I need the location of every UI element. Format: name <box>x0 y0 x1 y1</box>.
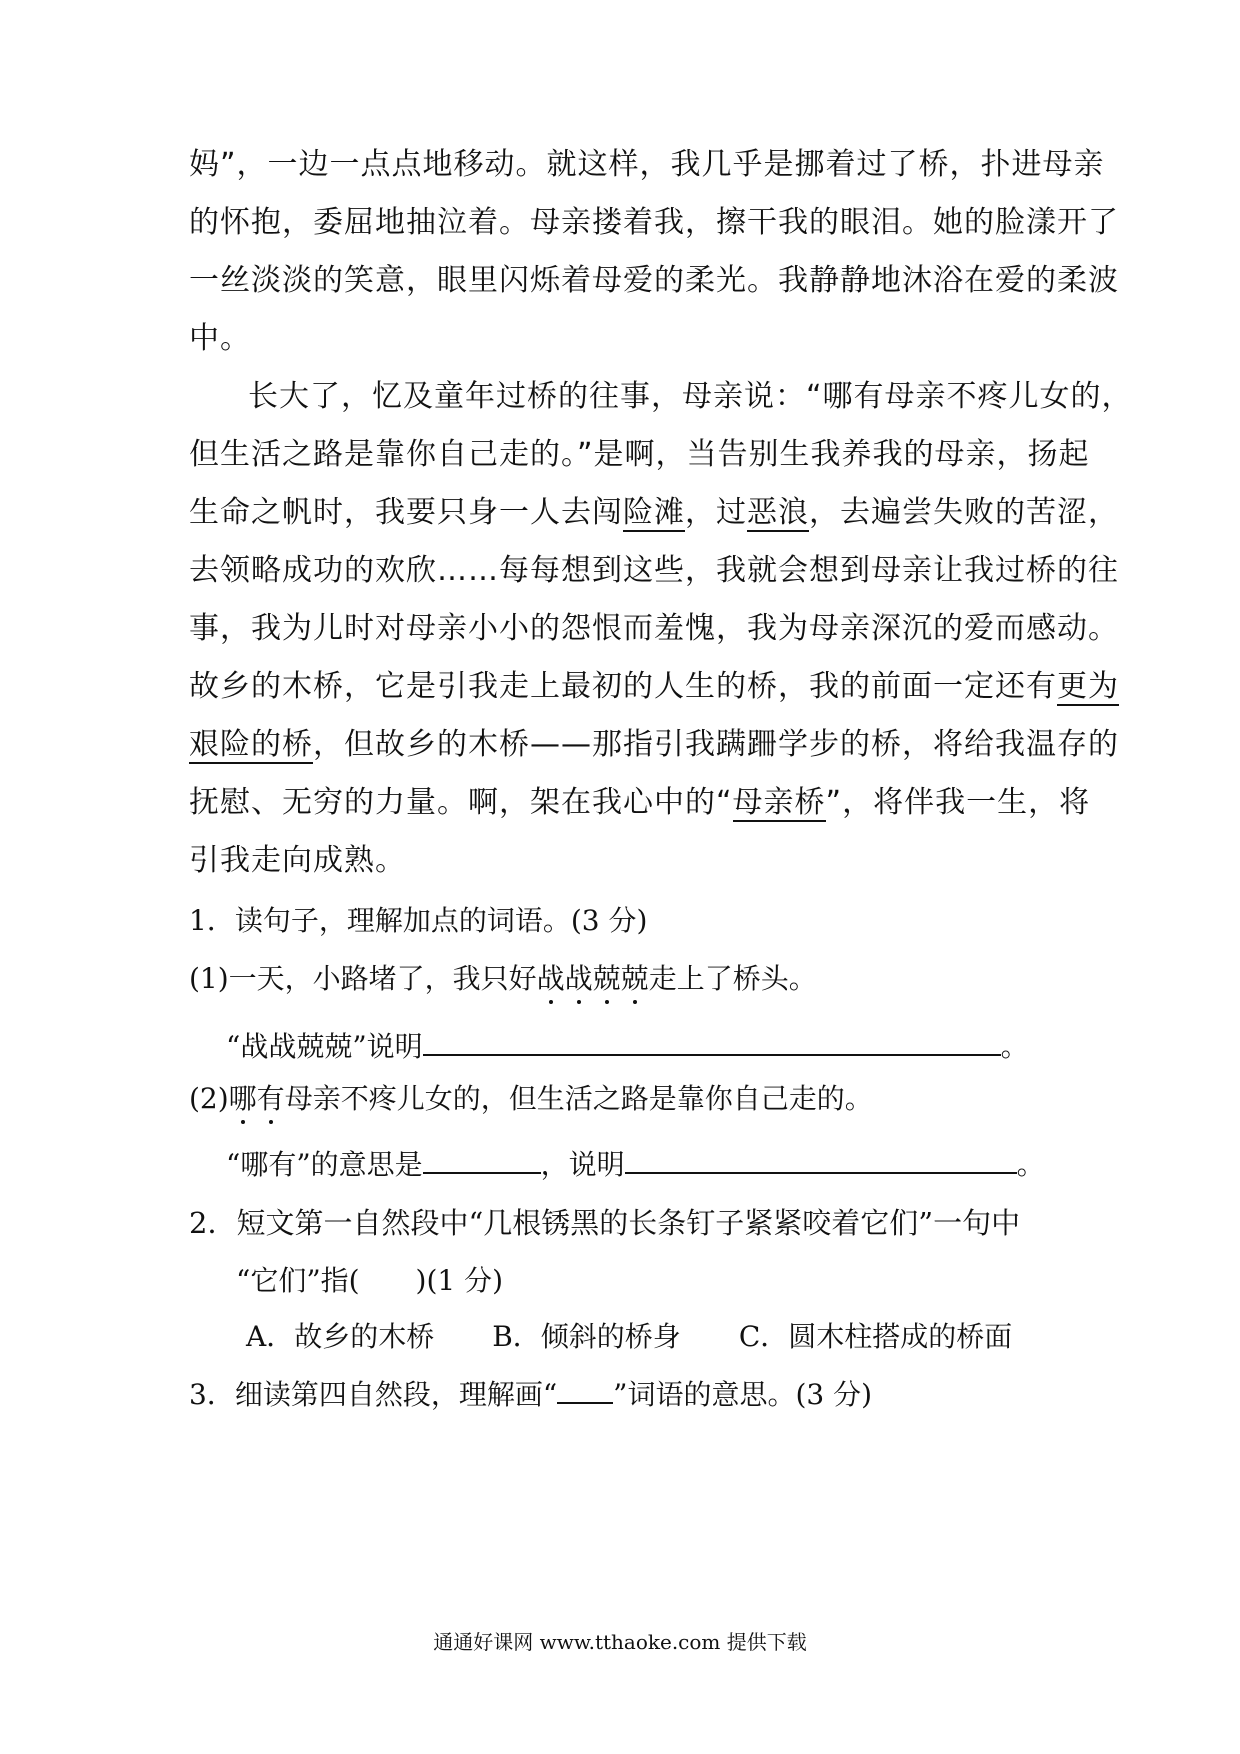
underlined-word: 险滩 <box>623 495 685 530</box>
question-1-sentence-2 <box>189 1080 873 1122</box>
passage-text: ，过 <box>685 495 747 530</box>
passage-text: 故乡的木桥，它是引我走上最初的人生的桥，我的前面一定还有 <box>189 669 1057 704</box>
dotted-word <box>229 1080 285 1118</box>
answer-blank[interactable] <box>423 1028 1001 1056</box>
question-text: 3．细读第四自然段，理解画“ <box>189 1378 558 1411</box>
passage-text: ，去遍尝失败的苦涩， <box>809 495 1119 530</box>
dotted-word <box>537 960 649 998</box>
question-1-answer-2 <box>226 1146 1045 1188</box>
underlined-word: 母亲桥 <box>732 785 826 820</box>
sentence-text: (1)一天，小路堵了，我只好 <box>189 962 537 995</box>
question-2-options <box>246 1318 1012 1360</box>
passage-line: 中。 <box>189 321 251 356</box>
underline-sample <box>557 1380 613 1404</box>
passage-line: 但生活之路是靠你自己走的。”是啊，当告别生我养我的母亲，扬起 <box>189 437 1090 472</box>
passage-line: 引我走向成熟。 <box>189 843 406 878</box>
passage-line: 去领略成功的欢欣……每每想到这些，我就会想到母亲让我过桥的往 <box>189 553 1119 588</box>
dotted-word-text: 哪有 <box>228 1082 285 1115</box>
question-1-title: 1．读句子，理解加点的词语。(3 分) <box>189 904 648 937</box>
answer-blank[interactable] <box>423 1146 541 1174</box>
answer-label: “战战兢兢”说明 <box>226 1030 423 1063</box>
passage-line <box>189 493 1119 537</box>
passage-line: 妈”，一边一点点地移动。就这样，我几乎是挪着过了桥，扑进母亲 <box>189 147 1105 182</box>
sentence-text: 母亲不疼儿女的，但生活之路是靠你自己走的。 <box>284 1082 873 1115</box>
underlined-word: 恶浪 <box>747 495 809 530</box>
question-2-subtitle: “它们”指( )(1 分) <box>236 1264 504 1297</box>
option-c[interactable]: C．圆木柱搭成的桥面 <box>738 1320 1013 1353</box>
emphasis-dots <box>537 1000 649 1006</box>
passage-line: 的怀抱，委屈地抽泣着。母亲搂着我，擦干我的眼泪。她的脸漾开了 <box>189 205 1119 240</box>
question-3-title <box>189 1376 872 1418</box>
answer-end: 。 <box>1000 1030 1029 1063</box>
passage-text: 抚慰、无穷的力量。啊，架在我心中的“ <box>189 785 733 820</box>
passage-text: 生命之帆时，我要只身一人去闯 <box>189 495 623 530</box>
passage-text: ，但故乡的木桥——那指引我蹒跚学步的桥，将给我温存的 <box>313 727 1119 762</box>
dotted-word-text: 战战兢兢 <box>536 962 649 995</box>
underlined-word: 艰险的桥 <box>189 727 313 762</box>
passage-line: 事，我为儿时对母亲小小的怨恨而羞愧，我为母亲深沉的爱而感动。 <box>189 611 1119 646</box>
option-b[interactable]: B．倾斜的桥身 <box>492 1320 681 1353</box>
passage-line: 长大了，忆及童年过桥的往事，母亲说：“哪有母亲不疼儿女的， <box>248 379 1133 414</box>
question-1-sentence-1 <box>189 960 817 1002</box>
emphasis-dots <box>229 1120 285 1126</box>
passage-text: ”，将伴我一生，将 <box>825 785 1091 820</box>
footer-text: 通通好课网 www.tthaoke.com 提供下载 <box>433 1630 807 1654</box>
answer-label: ，说明 <box>540 1148 625 1181</box>
option-a[interactable]: A．故乡的木桥 <box>246 1320 435 1353</box>
sentence-text: (2) <box>189 1082 229 1115</box>
passage-line <box>189 725 1119 769</box>
question-1-answer-1 <box>226 1028 1029 1070</box>
answer-label: “哪有”的意思是 <box>226 1148 423 1181</box>
sentence-text: 走上了桥头。 <box>648 962 817 995</box>
answer-end: 。 <box>1016 1148 1045 1181</box>
underlined-word: 更为 <box>1057 669 1119 704</box>
question-2-title: 2．短文第一自然段中“几根锈黑的长条钉子紧紧咬着它们”一句中 <box>189 1206 1021 1240</box>
passage-line <box>189 667 1119 711</box>
answer-blank[interactable] <box>625 1146 1017 1174</box>
passage-line: 一丝淡淡的笑意，眼里闪烁着母爱的柔光。我静静地沐浴在爱的柔波 <box>189 263 1119 298</box>
passage-line <box>189 783 1090 827</box>
question-text: ”词语的意思。(3 分) <box>613 1378 873 1411</box>
